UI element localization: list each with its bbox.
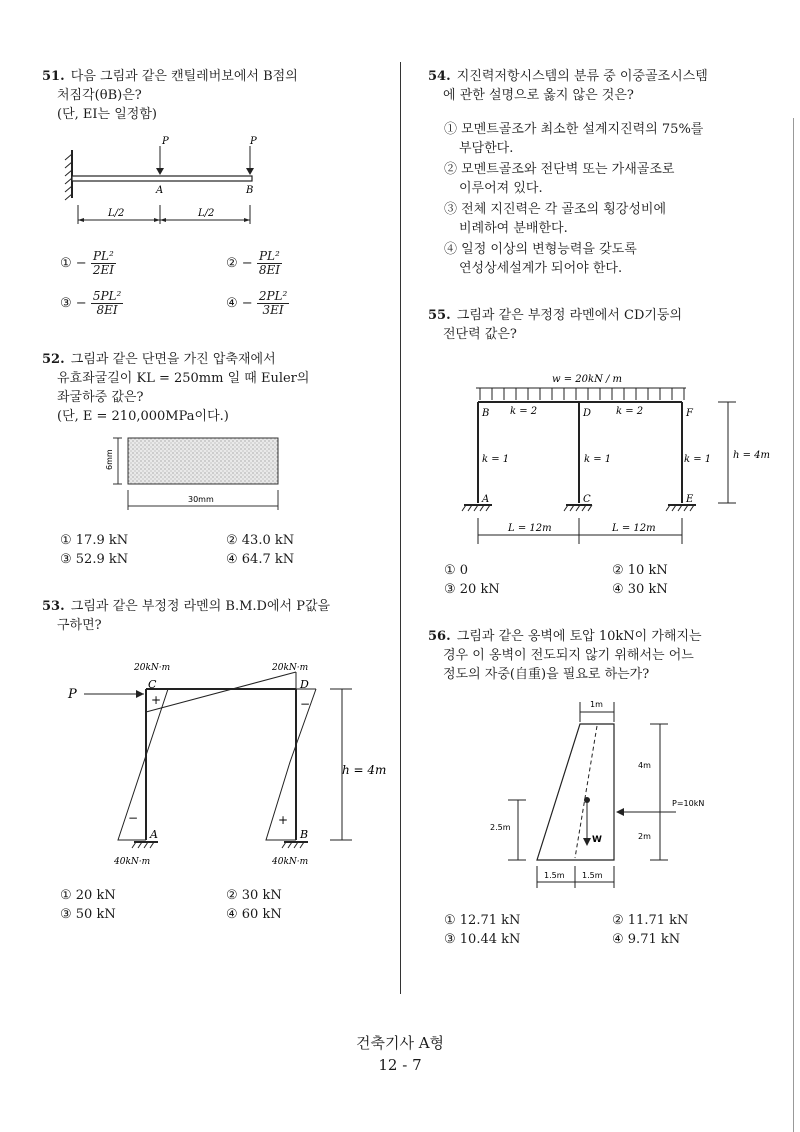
question-text: 그림과 같은 부정정 라멘에서 CD기둥의 — [456, 308, 683, 323]
question-number: 55. — [428, 308, 451, 323]
moment-c-label: 20kN·m — [134, 663, 171, 673]
weight-height-label: 2.5m — [490, 823, 511, 832]
option-52-4[interactable]: ④ 64.7 kN — [226, 552, 295, 567]
height-lower-label: 2m — [638, 832, 651, 841]
fraction — [91, 290, 124, 317]
question-number: 51. — [42, 69, 65, 84]
question-52 — [42, 350, 309, 426]
moment-d-label: 20kN·m — [272, 663, 309, 673]
question-text: 다음 그림과 같은 캔틸레버보에서 B점의 — [70, 69, 298, 84]
option-55-1[interactable]: ① 0 — [444, 563, 469, 578]
load-label-p1: P — [162, 136, 169, 147]
point-b-label: B — [246, 185, 254, 196]
fraction — [91, 250, 116, 277]
question-54 — [428, 67, 708, 105]
sign-minus-d: − — [300, 697, 311, 711]
option-53-1[interactable]: ① 20 kN — [60, 888, 116, 903]
question-text: 경우 이 옹벽이 전도되지 않기 위해서는 어느 — [443, 648, 694, 663]
question-text: 그림과 같은 옹벽에 토압 10kN이 가해지는 — [456, 629, 702, 644]
node-c-label: C — [583, 494, 591, 505]
question-55 — [428, 306, 682, 344]
option-52-1[interactable]: ① 17.9 kN — [60, 533, 129, 548]
option-56-4[interactable]: ④ 9.71 kN — [612, 932, 681, 947]
option-text: 연성상세설계가 되어야 한다. — [459, 261, 623, 276]
page-edge-line — [793, 118, 794, 1132]
node-c-label: C — [148, 678, 157, 691]
option-mark: ② — [226, 256, 238, 271]
option-52-2[interactable]: ② 43.0 kN — [226, 533, 295, 548]
option-56-1[interactable]: ① 12.71 kN — [444, 913, 521, 928]
beam-k-label-1: k = 2 — [510, 406, 538, 417]
question-text: 지진력저항시스템의 분류 중 이중골조시스템 — [456, 69, 708, 84]
option-54-2[interactable] — [444, 160, 674, 198]
option-55-3[interactable]: ③ 20 kN — [444, 582, 500, 597]
question-text: 구하면? — [57, 618, 102, 633]
option-54-3[interactable] — [444, 200, 666, 238]
option-53-2[interactable]: ② 30 kN — [226, 888, 282, 903]
question-text: 좌굴하중 값은? — [57, 390, 144, 405]
sign-plus-c: + — [151, 693, 162, 707]
node-a-label: A — [150, 828, 158, 841]
column-k-label-1: k = 1 — [482, 454, 510, 465]
option-52-3[interactable]: ③ 52.9 kN — [60, 552, 129, 567]
question-number: 53. — [42, 599, 65, 614]
section-figure — [100, 436, 300, 516]
node-d-label: D — [300, 678, 309, 691]
question-number: 56. — [428, 629, 451, 644]
column-k-label-3: k = 1 — [684, 454, 712, 465]
fraction — [257, 250, 282, 277]
question-text: 정도의 자중(自重)을 필요로 하는가? — [443, 667, 650, 682]
question-text: 유효좌굴길이 KL = 250mm 일 때 Euler의 — [57, 371, 310, 386]
option-54-1[interactable] — [444, 120, 703, 158]
option-text: ② 모멘트골조와 전단벽 또는 가새골조로 — [444, 162, 675, 177]
dim-label-2: L/2 — [198, 208, 215, 219]
fraction — [257, 290, 290, 317]
denominator: 2EI — [92, 263, 114, 277]
option-mark: ④ — [226, 296, 238, 311]
option-sign: − — [241, 256, 253, 271]
option-sign: − — [75, 256, 87, 271]
node-e-label: E — [686, 494, 694, 505]
weight-label: W — [592, 835, 602, 845]
question-56 — [428, 627, 702, 684]
node-a-label: A — [482, 494, 490, 505]
option-text: 부담한다. — [459, 141, 514, 156]
option-56-3[interactable]: ③ 10.44 kN — [444, 932, 521, 947]
cantilever-figure — [60, 132, 280, 232]
node-f-label: F — [686, 408, 693, 419]
numerator: PL² — [258, 249, 280, 263]
option-53-3[interactable]: ③ 50 kN — [60, 907, 116, 922]
option-sign: − — [241, 296, 253, 311]
question-text: 에 관한 설명으로 옳지 않은 것은? — [443, 88, 634, 103]
question-text: 전단력 값은? — [443, 327, 517, 342]
load-w-label: w = 20kN / m — [552, 374, 623, 385]
question-number: 52. — [42, 352, 65, 367]
option-mark: ③ — [60, 296, 72, 311]
question-text: 처짐각(θB)은? — [57, 88, 142, 103]
question-note: (단, E = 210,000MPa이다.) — [57, 409, 229, 424]
column-k-label-2: k = 1 — [584, 454, 612, 465]
sign-minus-a: − — [128, 811, 139, 825]
height-upper-label: 4m — [638, 761, 651, 770]
sign-plus-b: + — [278, 813, 289, 827]
dim-label-1: L/2 — [108, 208, 125, 219]
footer-title: 건축기사 A형 — [355, 1034, 445, 1052]
node-d-label: D — [583, 408, 592, 419]
section-height-label: 6mm — [105, 449, 114, 470]
denominator: 8EI — [96, 303, 118, 317]
moment-b-label: 40kN·m — [272, 857, 309, 867]
load-p-label: P — [68, 687, 77, 702]
top-width-label: 1m — [590, 700, 603, 709]
question-53 — [42, 597, 330, 635]
footer-page-number: 12 - 7 — [378, 1056, 422, 1074]
option-text: 비례하여 분배한다. — [459, 221, 568, 236]
numerator: 5PL² — [92, 289, 122, 303]
base-width-label-1: 1.5m — [544, 871, 565, 880]
beam-k-label-2: k = 2 — [616, 406, 644, 417]
option-text: 이루어져 있다. — [459, 181, 543, 196]
force-label: P=10kN — [672, 799, 705, 808]
question-51 — [42, 67, 298, 124]
span-label-2: L = 12m — [612, 523, 656, 534]
numerator: PL² — [92, 249, 114, 263]
section-width-label: 30mm — [188, 495, 214, 504]
option-text: ④ 일정 이상의 변형능력을 갖도록 — [444, 242, 637, 257]
option-51-2[interactable] — [226, 250, 282, 277]
option-56-2[interactable]: ② 11.71 kN — [612, 913, 689, 928]
rahmen-frame-figure — [450, 368, 780, 558]
option-text: ① 모멘트골조가 최소한 설계지진력의 75%를 — [444, 122, 704, 137]
height-label: h = 4m — [342, 763, 387, 777]
question-text: 그림과 같은 부정정 라멘의 B.M.D에서 P값을 — [70, 599, 331, 614]
question-note: (단, EI는 일정함) — [57, 107, 157, 122]
moment-a-label: 40kN·m — [114, 857, 151, 867]
denominator: 3EI — [262, 303, 284, 317]
option-mark: ① — [60, 256, 72, 271]
retaining-wall-figure — [480, 692, 740, 898]
option-55-4[interactable]: ④ 30 kN — [612, 582, 668, 597]
load-label-p2: P — [250, 136, 257, 147]
bmd-frame-figure — [60, 652, 400, 877]
option-51-1[interactable] — [60, 250, 116, 277]
option-54-4[interactable] — [444, 240, 637, 278]
question-number: 54. — [428, 69, 451, 84]
height-label: h = 4m — [733, 450, 771, 461]
span-label-1: L = 12m — [508, 523, 552, 534]
numerator: 2PL² — [258, 289, 288, 303]
option-sign: − — [75, 296, 87, 311]
node-b-label: B — [482, 408, 490, 419]
base-width-label-2: 1.5m — [582, 871, 603, 880]
option-51-4[interactable] — [226, 290, 289, 317]
column-divider — [400, 62, 401, 994]
node-b-label: B — [300, 828, 309, 841]
denominator: 8EI — [258, 263, 280, 277]
option-53-4[interactable]: ④ 60 kN — [226, 907, 282, 922]
point-a-label: A — [156, 185, 164, 196]
option-text: ③ 전체 지진력은 각 골조의 횡강성비에 — [444, 202, 667, 217]
option-51-3[interactable] — [60, 290, 123, 317]
option-55-2[interactable]: ② 10 kN — [612, 563, 668, 578]
question-text: 그림과 같은 단면을 가진 압축재에서 — [70, 352, 276, 367]
